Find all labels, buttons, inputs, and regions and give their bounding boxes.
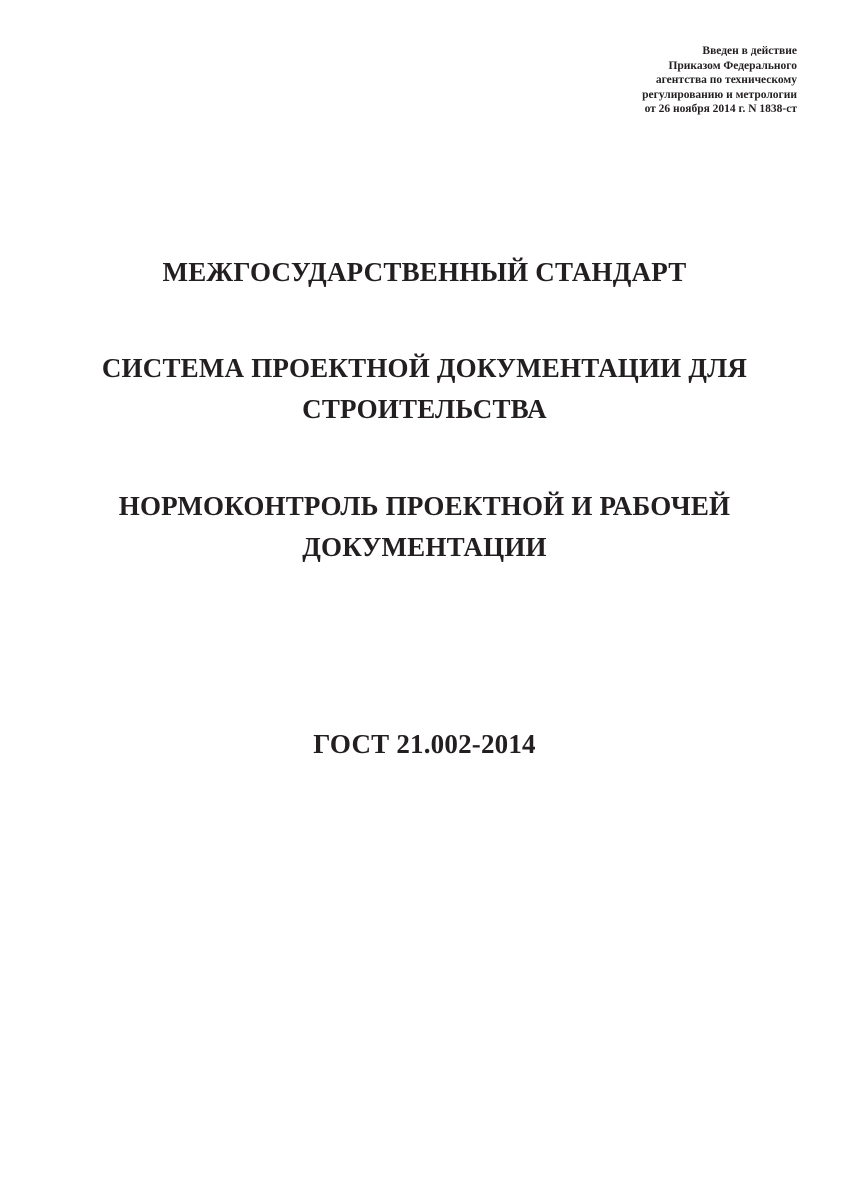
document-title-line: ДОКУМЕНТАЦИИ: [302, 532, 547, 562]
approval-note-line: Введен в действие: [702, 45, 797, 57]
approval-note-line: регулированию и метрологии: [642, 88, 797, 101]
standard-number-text: ГОСТ 21.002-2014: [313, 729, 536, 759]
system-title-line: СИСТЕМА ПРОЕКТНОЙ ДОКУМЕНТАЦИИ ДЛЯ: [101, 353, 748, 383]
standard-type-heading: [40, 252, 809, 293]
approval-note-line: агентства по техническому: [655, 74, 797, 87]
approval-note-line: Приказом Федерального: [668, 59, 797, 72]
standard-type-text: МЕЖГОСУДАРСТВЕННЫЙ СТАНДАРТ: [162, 257, 687, 287]
document-title-line: НОРМОКОНТРОЛЬ ПРОЕКТНОЙ И РАБОЧЕЙ: [118, 491, 731, 521]
standard-number-heading: [40, 724, 809, 765]
approval-note: [537, 44, 797, 117]
document-title-heading: [40, 486, 809, 568]
approval-note-line: от 26 ноября 2014 г. N 1838-ст: [644, 103, 797, 116]
system-title-heading: [40, 348, 809, 430]
system-title-line: СТРОИТЕЛЬСТВА: [302, 394, 547, 424]
